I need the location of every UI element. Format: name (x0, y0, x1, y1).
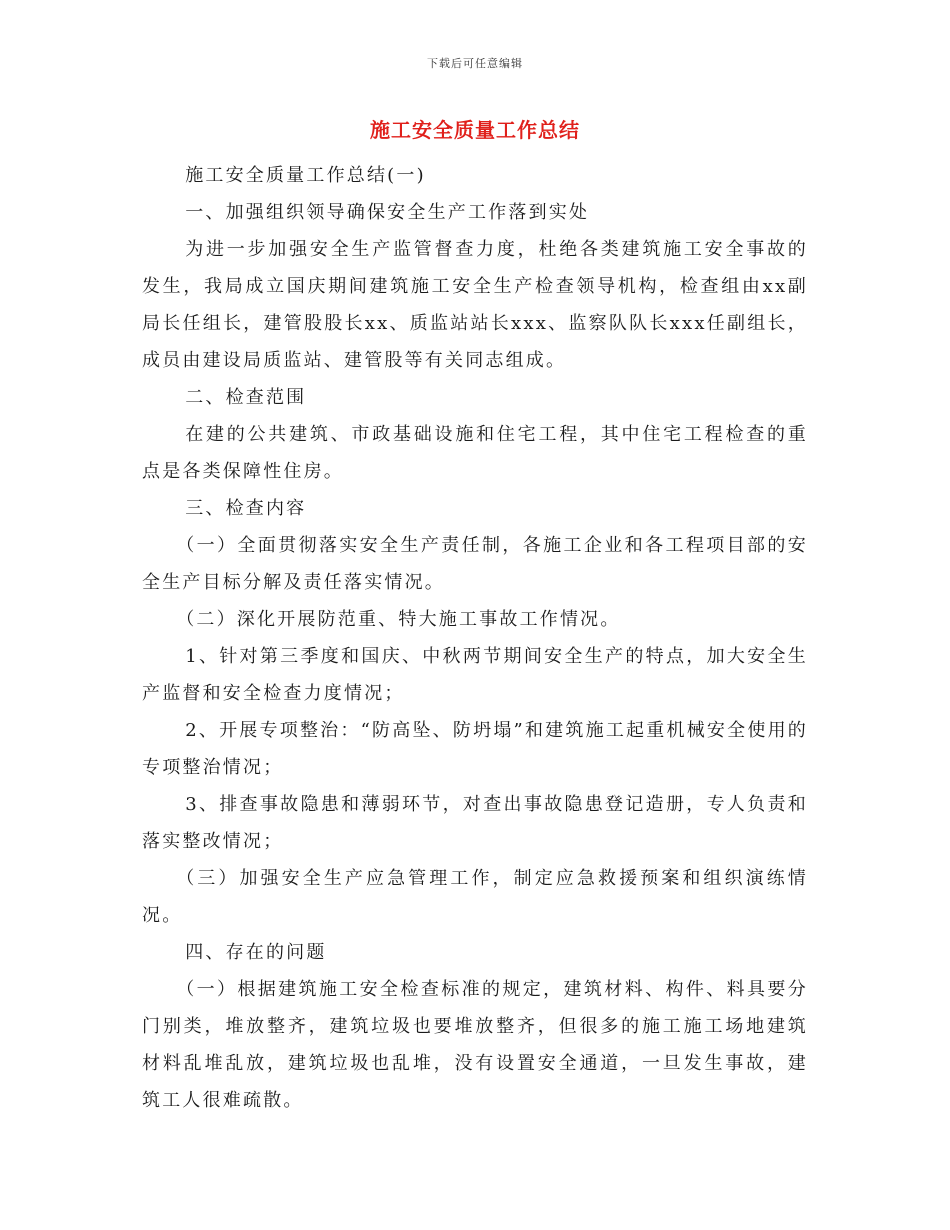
heading-section-4: 四、存在的问题 (185, 942, 327, 963)
paragraph: 为进一步加强安全生产监管督查力度，杜绝各类建筑施工安全事故的发生，我局成立国庆期间建筑施工安全生产检查领导机构，检查组由xx副局长任组长，建管股股长xx、质监站站长xxx、监察队队长xxx任副组长，成员由建设局质监站、建管股等有关同志组成。 (142, 239, 808, 371)
heading-section-3: 三、检查内容 (185, 498, 307, 519)
paragraph: （一）全面贯彻落实安全生产责任制，各施工企业和各工程项目部的安全生产目标分解及责任落实情况。 (142, 535, 808, 593)
document-body (142, 157, 808, 1119)
heading-section-1: 一、加强组织领导确保安全生产工作落到实处 (185, 202, 590, 223)
header-note: 下载后可任意编辑 (427, 57, 523, 70)
list-item: 2、开展专项整治：“防高坠、防坍塌”和建筑施工起重机械安全使用的专项整治情况； (142, 720, 808, 778)
list-item: 1、针对第三季度和国庆、中秋两节期间安全生产的特点，加大安全生产监督和安全检查力度情况； (142, 646, 808, 704)
paragraph-subtitle: 施工安全质量工作总结(一) (185, 165, 426, 186)
list-item: 3、排查事故隐患和薄弱环节，对查出事故隐患登记造册，专人负责和落实整改情况； (142, 794, 808, 852)
paragraph: （三）加强安全生产应急管理工作，制定应急救援预案和组织演练情况。 (142, 868, 808, 926)
document-title: 施工安全质量工作总结 (370, 118, 580, 142)
paragraph: （一）根据建筑施工安全检查标准的规定，建筑材料、构件、料具要分门别类，堆放整齐，建筑垃圾也要堆放整齐，但很多的施工施工场地建筑材料乱堆乱放，建筑垃圾也乱堆，没有设置安全通道，一旦发生事故，建筑工人很难疏散。 (142, 979, 808, 1111)
paragraph: （二）深化开展防范重、特大施工事故工作情况。 (176, 609, 621, 630)
heading-section-2: 二、检查范围 (185, 387, 307, 408)
paragraph: 在建的公共建筑、市政基础设施和住宅工程，其中住宅工程检查的重点是各类保障性住房。 (142, 424, 808, 482)
